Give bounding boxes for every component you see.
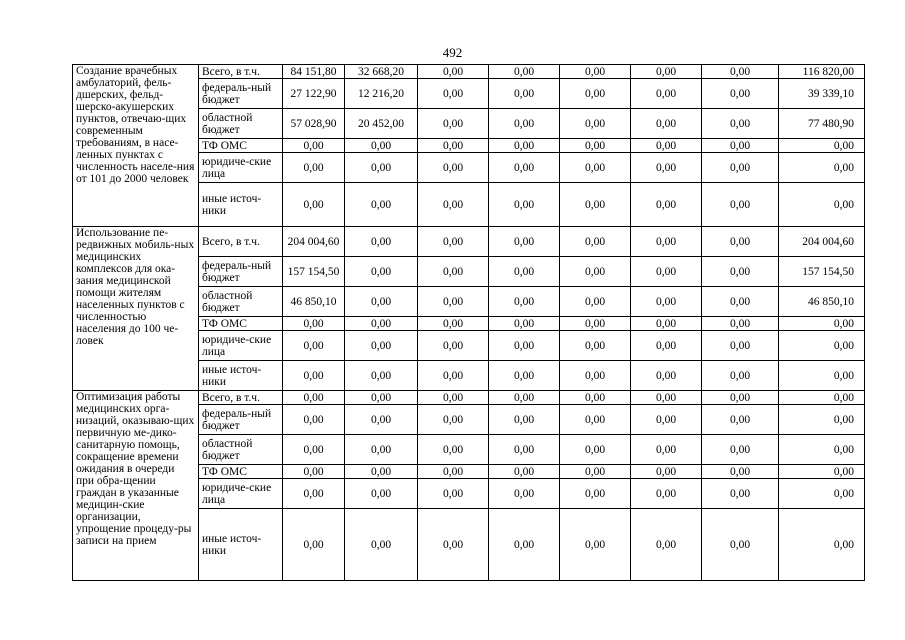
value-cell: 0,00 <box>283 465 345 479</box>
source-total: Всего, в т.ч. <box>199 227 283 257</box>
value-cell: 0,00 <box>702 139 779 153</box>
value-cell: 0,00 <box>631 79 702 109</box>
value-cell: 0,00 <box>631 227 702 257</box>
activity-name: Создание врачебных амбулаторий, фель-дшерских, фельд-шерско-акушерских пунктов, отвечаю-щих современным требованиям, в насе-ленных пунктах с численность населе-ния от 101 до 2000 человек <box>73 65 199 227</box>
value-cell: 0,00 <box>489 331 560 361</box>
value-cell: 0,00 <box>283 391 345 405</box>
value-cell: 0,00 <box>345 509 418 581</box>
value-cell: 0,00 <box>345 227 418 257</box>
value-cell: 0,00 <box>560 65 631 79</box>
value-cell: 157 154,50 <box>283 257 345 287</box>
value-cell-total: 0,00 <box>779 361 865 391</box>
value-cell: 0,00 <box>345 153 418 183</box>
source-legal-entities: юридиче-ские лица <box>199 331 283 361</box>
value-cell: 0,00 <box>702 109 779 139</box>
value-cell: 0,00 <box>418 391 489 405</box>
value-cell: 0,00 <box>345 317 418 331</box>
value-cell: 0,00 <box>283 331 345 361</box>
value-cell: 32 668,20 <box>345 65 418 79</box>
value-cell-total: 0,00 <box>779 435 865 465</box>
value-cell-total: 0,00 <box>779 509 865 581</box>
value-cell: 0,00 <box>418 405 489 435</box>
value-cell: 0,00 <box>631 435 702 465</box>
value-cell: 0,00 <box>489 509 560 581</box>
value-cell: 0,00 <box>418 227 489 257</box>
value-cell-total: 46 850,10 <box>779 287 865 317</box>
value-cell: 0,00 <box>418 287 489 317</box>
activity-name: Использование пе-редвижных мобиль-ных медицинских комплексов для ока-зания медицинской помощи жителям населенных пунктов с численностью населения до 100 че-ловек <box>73 227 199 391</box>
value-cell: 0,00 <box>418 317 489 331</box>
value-cell: 0,00 <box>418 509 489 581</box>
value-cell: 0,00 <box>489 257 560 287</box>
table-row <box>73 227 865 257</box>
value-cell: 0,00 <box>560 361 631 391</box>
value-cell: 0,00 <box>418 435 489 465</box>
source-regional-budget: областной бюджет <box>199 287 283 317</box>
value-cell: 0,00 <box>283 183 345 227</box>
value-cell: 0,00 <box>489 65 560 79</box>
value-cell: 0,00 <box>283 139 345 153</box>
value-cell: 0,00 <box>283 405 345 435</box>
value-cell: 0,00 <box>489 153 560 183</box>
value-cell: 0,00 <box>489 435 560 465</box>
value-cell: 0,00 <box>560 109 631 139</box>
source-total: Всего, в т.ч. <box>199 391 283 405</box>
table-row <box>73 65 865 79</box>
value-cell: 0,00 <box>560 153 631 183</box>
value-cell-total: 0,00 <box>779 391 865 405</box>
value-cell: 0,00 <box>560 257 631 287</box>
value-cell: 0,00 <box>702 227 779 257</box>
value-cell-total: 77 480,90 <box>779 109 865 139</box>
source-total: Всего, в т.ч. <box>199 65 283 79</box>
value-cell: 0,00 <box>345 361 418 391</box>
value-cell: 0,00 <box>702 183 779 227</box>
source-regional-budget: областной бюджет <box>199 435 283 465</box>
value-cell: 0,00 <box>345 287 418 317</box>
value-cell: 0,00 <box>560 479 631 509</box>
value-cell: 0,00 <box>489 227 560 257</box>
value-cell: 0,00 <box>560 465 631 479</box>
value-cell: 0,00 <box>345 391 418 405</box>
value-cell: 0,00 <box>560 183 631 227</box>
value-cell: 0,00 <box>702 331 779 361</box>
source-legal-entities: юридиче-ские лица <box>199 153 283 183</box>
value-cell: 20 452,00 <box>345 109 418 139</box>
value-cell: 0,00 <box>631 287 702 317</box>
value-cell: 0,00 <box>489 479 560 509</box>
value-cell: 0,00 <box>631 257 702 287</box>
value-cell: 0,00 <box>418 153 489 183</box>
source-federal-budget: федераль-ный бюджет <box>199 405 283 435</box>
value-cell: 0,00 <box>560 331 631 361</box>
source-tf-oms: ТФ ОМС <box>199 139 283 153</box>
source-other: иные источ-ники <box>199 509 283 581</box>
value-cell: 204 004,60 <box>283 227 345 257</box>
value-cell: 0,00 <box>418 65 489 79</box>
value-cell: 0,00 <box>702 65 779 79</box>
value-cell: 0,00 <box>345 465 418 479</box>
value-cell: 0,00 <box>345 435 418 465</box>
source-federal-budget: федераль-ный бюджет <box>199 79 283 109</box>
value-cell: 0,00 <box>631 331 702 361</box>
value-cell: 0,00 <box>418 361 489 391</box>
source-other: иные источ-ники <box>199 183 283 227</box>
value-cell: 0,00 <box>560 139 631 153</box>
value-cell: 0,00 <box>345 479 418 509</box>
value-cell: 0,00 <box>631 65 702 79</box>
value-cell: 0,00 <box>489 183 560 227</box>
value-cell: 0,00 <box>489 465 560 479</box>
source-tf-oms: ТФ ОМС <box>199 317 283 331</box>
value-cell: 0,00 <box>702 287 779 317</box>
value-cell: 0,00 <box>489 109 560 139</box>
value-cell: 0,00 <box>489 391 560 405</box>
value-cell: 0,00 <box>345 405 418 435</box>
value-cell: 0,00 <box>702 509 779 581</box>
value-cell: 0,00 <box>489 139 560 153</box>
value-cell: 0,00 <box>489 287 560 317</box>
value-cell: 0,00 <box>631 153 702 183</box>
value-cell: 0,00 <box>560 509 631 581</box>
value-cell: 12 216,20 <box>345 79 418 109</box>
value-cell: 0,00 <box>702 479 779 509</box>
value-cell: 0,00 <box>631 465 702 479</box>
value-cell: 0,00 <box>631 479 702 509</box>
value-cell: 0,00 <box>631 183 702 227</box>
value-cell: 0,00 <box>702 391 779 405</box>
value-cell: 84 151,80 <box>283 65 345 79</box>
value-cell: 0,00 <box>283 479 345 509</box>
value-cell: 0,00 <box>489 405 560 435</box>
value-cell: 0,00 <box>631 391 702 405</box>
value-cell: 0,00 <box>283 361 345 391</box>
source-tf-oms: ТФ ОМС <box>199 465 283 479</box>
value-cell: 0,00 <box>345 183 418 227</box>
source-legal-entities: юридиче-ские лица <box>199 479 283 509</box>
value-cell: 0,00 <box>560 317 631 331</box>
value-cell: 0,00 <box>283 509 345 581</box>
page-number: 492 <box>442 45 463 60</box>
value-cell: 0,00 <box>345 139 418 153</box>
value-cell-total: 0,00 <box>779 465 865 479</box>
value-cell: 0,00 <box>631 139 702 153</box>
value-cell-total: 0,00 <box>779 139 865 153</box>
value-cell: 0,00 <box>631 405 702 435</box>
value-cell: 0,00 <box>560 227 631 257</box>
value-cell: 0,00 <box>418 331 489 361</box>
value-cell: 0,00 <box>560 391 631 405</box>
value-cell: 0,00 <box>560 79 631 109</box>
source-regional-budget: областной бюджет <box>199 109 283 139</box>
value-cell: 0,00 <box>283 435 345 465</box>
value-cell: 0,00 <box>418 479 489 509</box>
value-cell: 0,00 <box>702 465 779 479</box>
value-cell-total: 0,00 <box>779 479 865 509</box>
value-cell: 0,00 <box>560 435 631 465</box>
value-cell: 46 850,10 <box>283 287 345 317</box>
value-cell-total: 0,00 <box>779 331 865 361</box>
value-cell-total: 0,00 <box>779 153 865 183</box>
value-cell: 0,00 <box>345 257 418 287</box>
source-federal-budget: федераль-ный бюджет <box>199 257 283 287</box>
value-cell-total: 157 154,50 <box>779 257 865 287</box>
budget-table <box>72 64 865 581</box>
value-cell: 0,00 <box>489 317 560 331</box>
value-cell: 0,00 <box>631 509 702 581</box>
value-cell-total: 0,00 <box>779 405 865 435</box>
value-cell: 0,00 <box>418 109 489 139</box>
value-cell: 0,00 <box>702 317 779 331</box>
value-cell: 0,00 <box>702 153 779 183</box>
value-cell: 0,00 <box>489 361 560 391</box>
value-cell: 0,00 <box>418 183 489 227</box>
value-cell: 0,00 <box>418 79 489 109</box>
value-cell: 0,00 <box>702 435 779 465</box>
value-cell: 0,00 <box>345 331 418 361</box>
table-row <box>73 391 865 405</box>
value-cell: 0,00 <box>418 139 489 153</box>
value-cell: 0,00 <box>418 257 489 287</box>
value-cell: 0,00 <box>283 153 345 183</box>
value-cell: 0,00 <box>560 405 631 435</box>
value-cell-total: 204 004,60 <box>779 227 865 257</box>
value-cell: 0,00 <box>631 361 702 391</box>
value-cell: 0,00 <box>702 405 779 435</box>
value-cell: 0,00 <box>418 465 489 479</box>
value-cell: 0,00 <box>702 79 779 109</box>
value-cell: 27 122,90 <box>283 79 345 109</box>
value-cell-total: 0,00 <box>779 317 865 331</box>
value-cell-total: 0,00 <box>779 183 865 227</box>
value-cell: 57 028,90 <box>283 109 345 139</box>
value-cell: 0,00 <box>702 257 779 287</box>
value-cell: 0,00 <box>560 287 631 317</box>
value-cell: 0,00 <box>631 109 702 139</box>
value-cell-total: 116 820,00 <box>779 65 865 79</box>
value-cell: 0,00 <box>489 79 560 109</box>
value-cell: 0,00 <box>702 361 779 391</box>
activity-name: Оптимизация работы медицинских орга-низаций, оказываю-щих первичную ме-дико-санитарную помощь, сокращение времени ожидания в очереди при обра-щении граждан в указанные медицин-ские организации, упрощение процеду-ры записи на прием <box>73 391 199 581</box>
source-other: иные источ-ники <box>199 361 283 391</box>
value-cell: 0,00 <box>631 317 702 331</box>
value-cell: 0,00 <box>283 317 345 331</box>
value-cell-total: 39 339,10 <box>779 79 865 109</box>
